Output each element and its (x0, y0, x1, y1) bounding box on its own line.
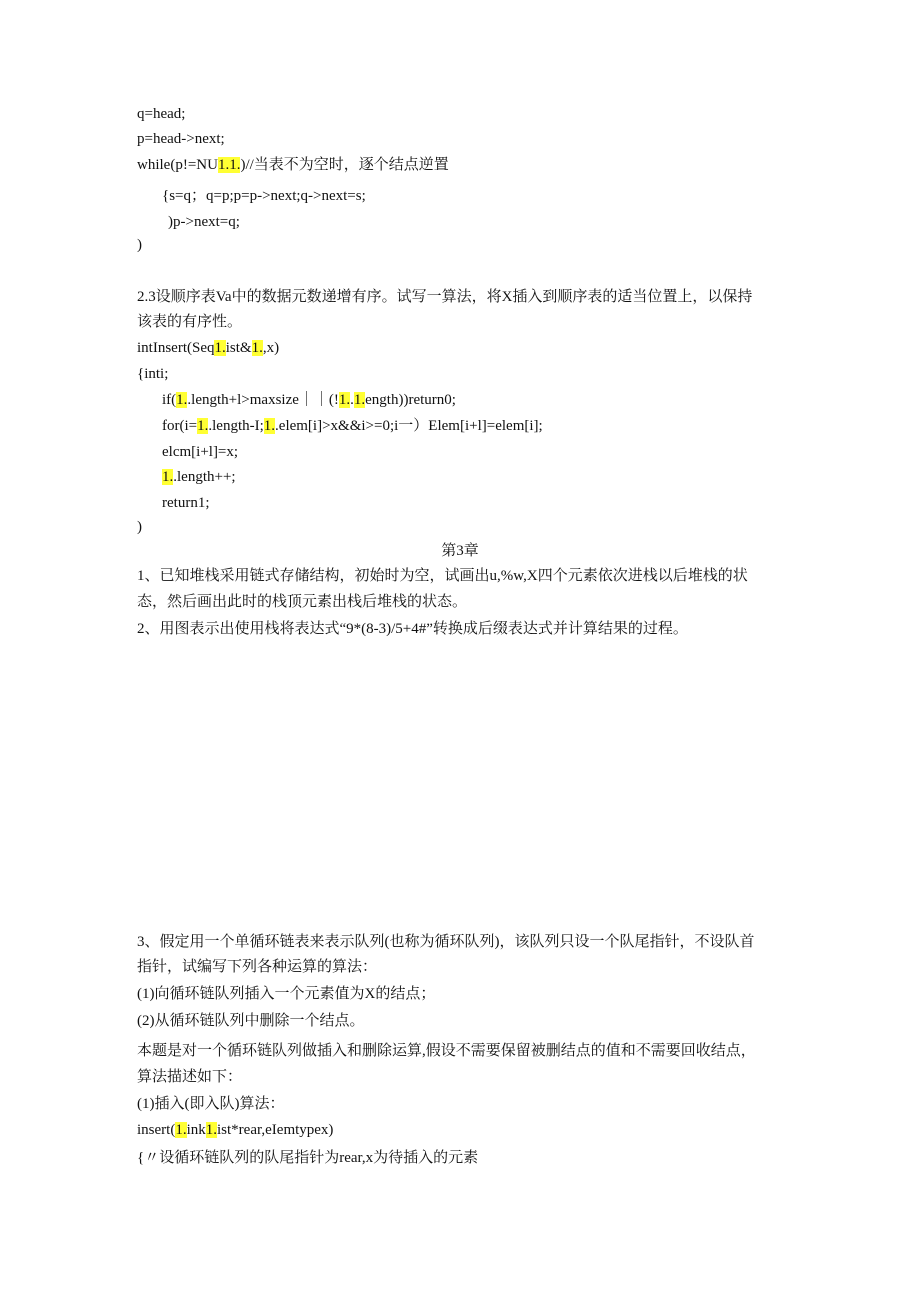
question-line: (1)向循环链队列插入一个元素值为X的结点； (137, 986, 436, 1002)
code-text: q=head; (137, 106, 186, 122)
code-text: )//当表不为空时，逐个结点逆置 (240, 157, 449, 173)
code-text: p=head->next; (137, 131, 225, 147)
code-line (137, 517, 142, 537)
question-text (137, 957, 377, 977)
question-line: 3、假定用一个单循环链表来表示队列(也称为循环队列)，该队列只设一个队尾指针，不设队首 (137, 934, 755, 950)
question-line: 1、已知堆栈采用链式存储结构，初始时为空，试画出u,%w,X四个元素依次进栈以后堆栈的状 (137, 568, 748, 584)
code-text: .length++; (173, 469, 236, 485)
code-text: ist& (225, 340, 252, 356)
code-text: . (350, 392, 354, 408)
highlighted-text: 1. (162, 469, 174, 485)
subheading (137, 1094, 284, 1114)
highlighted-text: 1. (197, 418, 209, 434)
code-text: ,x) (262, 340, 280, 356)
highlighted-text: 1. (214, 340, 226, 356)
code-text: ) (137, 237, 142, 253)
question-line: 态，然后画出此时的栈顶元素出栈后堆栈的状态。 (137, 594, 468, 610)
code-text: return1; (162, 495, 210, 511)
code-line (162, 442, 238, 462)
question-text (137, 312, 242, 332)
question-text (137, 592, 467, 612)
code-line (137, 104, 185, 124)
code-text: elcm[i+l]=x; (162, 444, 239, 460)
question-text (137, 984, 435, 1004)
question-line: (2)从循环链队列中删除一个结点。 (137, 1013, 365, 1029)
code-line (162, 416, 543, 436)
highlighted-text: 1. (263, 418, 276, 434)
code-line (162, 493, 209, 513)
answer-line: 本题是对一个循环链队列做插入和删除运算,假设不需要保留被删结点的值和不需要回收结点， (137, 1043, 756, 1059)
code-text: ink (186, 1122, 206, 1138)
answer-line: 算法描述如下： (137, 1069, 243, 1085)
code-text: .length+l>maxsize｜｜(! (187, 392, 339, 408)
comment-text: {〃设循环链队列的队尾指针为rear,x为待插入的元素 (137, 1150, 479, 1166)
question-line: 2.3设顺序表Va中的数据元数递增有序。试写一算法，将X插入到顺序表的适当位置上，以保持 (137, 289, 753, 305)
code-line (137, 1120, 333, 1140)
code-text: if( (162, 392, 177, 408)
question-text (137, 932, 755, 952)
question-line: 2、用图表示出使用栈将表达式“9*(8-3)/5+4#”转换成后缀表达式并计算结果的过程。 (137, 621, 688, 637)
code-text: {inti; (137, 366, 169, 382)
code-text: ) (137, 519, 142, 535)
code-line (168, 212, 240, 232)
code-text: while(p!=NU (137, 157, 218, 173)
code-line (162, 186, 366, 206)
code-text: .elem[i]>x&&i>=0;i一）Elem[i+l]=elem[i]; (275, 418, 543, 434)
code-text: intInsert(Seq (137, 340, 215, 356)
highlighted-text: 1. (176, 392, 188, 408)
code-line (137, 235, 142, 255)
highlighted-text: 1. (205, 1122, 217, 1138)
code-text: .length-I; (208, 418, 264, 434)
code-text: )p->next=q; (168, 214, 240, 230)
code-line (137, 364, 168, 384)
highlighted-text: 1.1. (217, 157, 241, 173)
question-text (137, 287, 752, 307)
question-text (137, 619, 688, 639)
question-text (137, 566, 748, 586)
code-line (137, 129, 225, 149)
highlighted-text: 1. (338, 392, 351, 408)
question-line: 该表的有序性。 (137, 314, 243, 330)
code-text: {s=q；q=p;p=p->next;q->next=s; (162, 188, 366, 204)
code-line (137, 155, 449, 175)
code-text: ength))return0; (365, 392, 456, 408)
chapter-title: 第3章 (441, 543, 479, 559)
answer-text (137, 1067, 242, 1087)
highlighted-text: 1. (353, 392, 366, 408)
code-comment (137, 1148, 478, 1168)
code-line (137, 338, 279, 358)
highlighted-text: 1. (175, 1122, 187, 1138)
question-line: 指针，试编写下列各种运算的算法： (137, 959, 378, 975)
question-text (137, 1011, 365, 1031)
subheading-text: (1)插入(即入队)算法： (137, 1096, 285, 1112)
answer-text (137, 1041, 756, 1061)
code-text: for(i= (162, 418, 198, 434)
code-line (162, 467, 236, 487)
highlighted-text: 1. (251, 340, 263, 356)
code-text: ist*rear,eIemtypex) (217, 1122, 334, 1138)
code-text: insert( (137, 1122, 176, 1138)
code-line (162, 390, 456, 410)
